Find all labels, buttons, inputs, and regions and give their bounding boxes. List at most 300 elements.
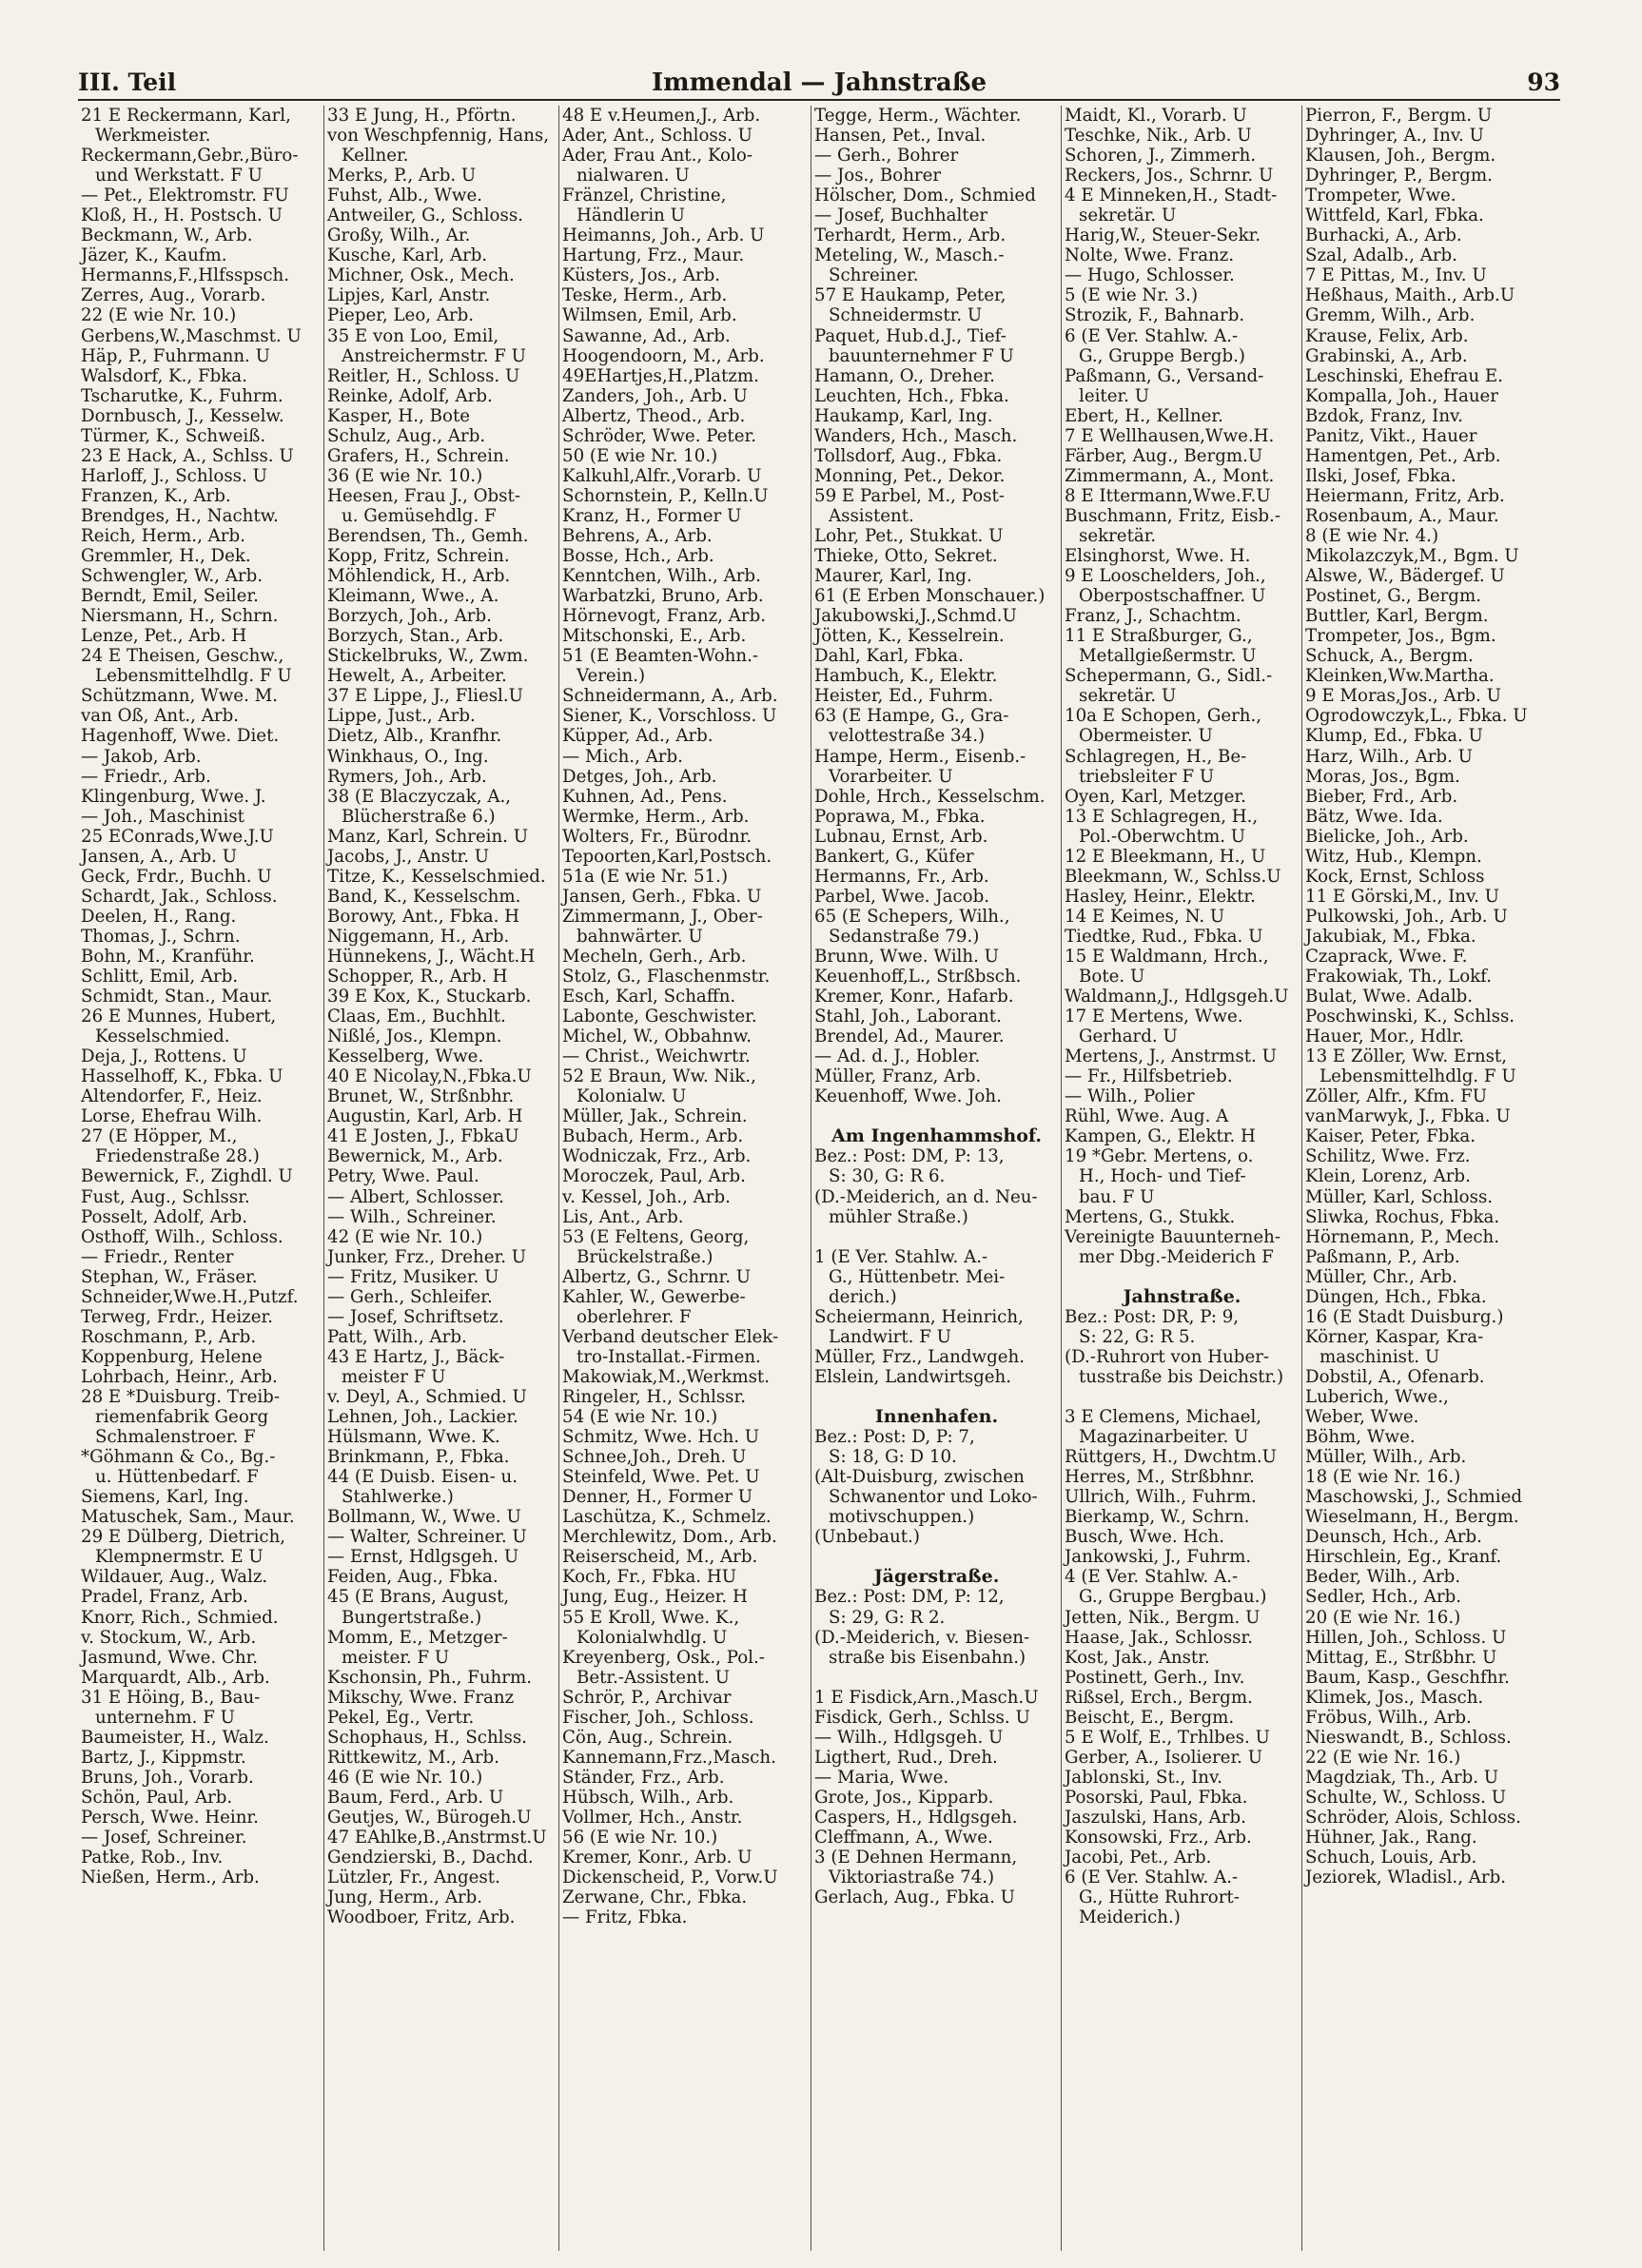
directory-entry: Müller, Wilh., Arb. <box>1305 1447 1467 1468</box>
directory-entry: Dyhringer, P., Bergm. <box>1305 166 1493 186</box>
directory-entry: Hampe, Herm., Eisenb.- <box>814 746 1026 767</box>
directory-entry: Bätz, Wwe. Ida. <box>1305 806 1443 827</box>
directory-entry: Wittfeld, Karl, Fbka. <box>1305 205 1484 226</box>
directory-entry: *Göhmann & Co., Bg.- <box>81 1447 276 1468</box>
directory-entry: Vollmer, Hch., Anstr. <box>562 1807 743 1828</box>
directory-entry: Ringeler, H., Schlssr. <box>562 1387 746 1407</box>
entry-continuation: riemenfabrik Georg <box>95 1407 269 1428</box>
directory-entry: Schornstein, P., Kelln.U <box>562 485 769 506</box>
directory-entry: Lippe, Just., Arb. <box>327 706 476 727</box>
directory-entry: Momm, E., Metzger- <box>327 1627 508 1648</box>
entry-continuation: u. Gemüsehdlg. F <box>342 505 497 526</box>
directory-entry: Gremmler, H., Dek. <box>81 546 251 567</box>
entry-continuation: Klempnermstr. E U <box>95 1547 264 1568</box>
directory-entry: Grafers, H., Schrein. <box>327 445 510 466</box>
directory-entry: Heesen, Frau J., Obst- <box>327 485 520 506</box>
directory-entry: Burhacki, A., Arb. <box>1305 225 1462 246</box>
directory-entry: Jetten, Nik., Bergm. U <box>1065 1607 1261 1628</box>
directory-entry: 19 *Gebr. Mertens, o. <box>1065 1146 1254 1167</box>
directory-entry: Hagenhoff, Wwe. Diet. <box>81 726 280 747</box>
directory-entry: 57 E Haukamp, Peter, <box>814 285 1007 306</box>
entry-continuation: Werkmeister. <box>95 126 211 147</box>
directory-entry: Hamentgen, Pet., Arb. <box>1305 445 1501 466</box>
directory-entry: Leuchten, Hch., Fbka. <box>814 385 1009 406</box>
directory-entry: Rittkewitz, M., Arb. <box>327 1747 499 1768</box>
directory-entry: Patke, Rob., Inv. <box>81 1848 224 1868</box>
directory-entry: Kampen, G., Elektr. H <box>1065 1126 1256 1147</box>
directory-entry: 13 E Schlagregen, H., <box>1065 806 1259 827</box>
directory-entry: 3 E Clemens, Michael, <box>1065 1407 1262 1428</box>
directory-entry: Bewernick, M., Arb. <box>327 1146 503 1167</box>
entry-continuation: derich.) <box>829 1286 897 1307</box>
directory-entry: Feiden, Aug., Fbka. <box>327 1567 498 1588</box>
directory-entry: Niggemann, H., Arb. <box>327 926 510 947</box>
directory-entry: (D.-Meiderich, an d. Neu- <box>814 1186 1038 1207</box>
directory-entry: Vereinigte Bauunterneh- <box>1065 1226 1280 1247</box>
directory-entry: Brunet, W., Strßnbhr. <box>327 1086 515 1107</box>
directory-entry: Ader, Frau Ant., Kolo- <box>562 146 753 166</box>
directory-entry: Jansen, Gerh., Fbka. U <box>562 886 762 907</box>
directory-entry: Ader, Ant., Schloss. U <box>562 126 753 147</box>
directory-entry: Bieber, Frd., Arb. <box>1305 786 1458 807</box>
directory-entry: Siener, K., Vorschloss. U <box>562 706 777 727</box>
directory-entry: 50 (E wie Nr. 10.) <box>562 445 718 466</box>
directory-entry: 44 (E Duisb. Eisen- u. <box>327 1467 518 1488</box>
directory-entry: v. Stockum, W., Arb. <box>81 1627 257 1648</box>
directory-entry: Gendzierski, B., Dachd. <box>327 1848 534 1868</box>
directory-entry: Knorr, Rich., Schmied. <box>81 1607 279 1628</box>
entry-continuation: Magazinarbeiter. U <box>1079 1427 1249 1448</box>
entry-continuation: Kolonialwhdlg. U <box>577 1627 728 1648</box>
directory-entry: Hölscher, Dom., Schmied <box>814 186 1036 206</box>
directory-entry: Schulte, W., Schloss. U <box>1305 1787 1507 1808</box>
directory-entry: Hünnekens, J., Wächt.H <box>327 946 536 967</box>
directory-entry: Hirschlein, Eg., Kranf. <box>1305 1547 1502 1568</box>
directory-entry: Warbatzki, Bruno, Arb. <box>562 586 764 607</box>
directory-entry: — Josef, Buchhalter <box>814 205 988 226</box>
directory-entry: — Wilh., Schreiner. <box>327 1206 497 1227</box>
directory-entry: Wodniczak, Frz., Arb. <box>562 1146 752 1167</box>
directory-entry: Jäzer, K., Kaufm. <box>81 245 227 266</box>
entry-continuation: Viktoriastraße 74.) <box>829 1867 995 1888</box>
directory-entry: 53 (E Feltens, Georg, <box>562 1226 750 1247</box>
directory-entry: Teschke, Nik., Arb. U <box>1065 126 1252 147</box>
directory-entry: Kalkuhl,Alfr.,Vorarb. U <box>562 465 762 486</box>
directory-entry: Bez.: Post: DM, P: 12, <box>814 1587 1005 1608</box>
directory-entry: 18 (E wie Nr. 16.) <box>1305 1467 1461 1488</box>
directory-entry: Zerres, Aug., Vorarb. <box>81 285 266 306</box>
directory-entry: Kannemann,Frz.,Masch. <box>562 1747 776 1768</box>
directory-entry: Zimmermann, J., Ober- <box>562 906 763 927</box>
directory-entry: — Joh., Maschinist <box>81 806 244 827</box>
directory-entry: Grabinski, A., Arb. <box>1305 345 1468 366</box>
entry-continuation: meister F U <box>342 1366 446 1387</box>
entry-continuation: bahnwärter. U <box>577 926 703 947</box>
directory-entry: Bankert, G., Küfer <box>814 846 974 867</box>
directory-entry: Claas, Em., Buchhlt. <box>327 1007 506 1027</box>
directory-entry: Czaprack, Wwe. F. <box>1305 946 1468 967</box>
directory-entry: Augustin, Karl, Arb. H <box>327 1106 523 1127</box>
directory-entry: Schnee,Joh., Dreh. U <box>562 1447 747 1468</box>
directory-entry: Patt, Wilh., Arb. <box>327 1326 467 1347</box>
entry-continuation: Blücherstraße 6.) <box>342 806 496 827</box>
directory-entry: 37 E Lippe, J., Fliesl.U <box>327 686 523 707</box>
directory-entry: Hansen, Pet., Inval. <box>814 126 987 147</box>
directory-entry <box>811 1668 1062 1688</box>
entry-continuation: Verein.) <box>577 666 646 687</box>
directory-entry: Ebert, H., Kellner. <box>1065 405 1223 426</box>
directory-entry: Kasper, H., Bote <box>327 405 471 426</box>
directory-entry: Jung, Eug., Heizer. H <box>562 1587 748 1608</box>
directory-entry: Schoren, J., Zimmerh. <box>1065 146 1257 166</box>
directory-entry: Heister, Ed., Fuhrm. <box>814 686 994 707</box>
directory-entry: 25 EConrads,Wwe.J.U <box>81 826 274 847</box>
directory-entry: Bollmann, W., Wwe. U <box>327 1507 521 1528</box>
directory-entry: — Fritz, Musiker. U <box>327 1266 499 1287</box>
directory-entry: — Pet., Elektromstr. FU <box>81 186 289 206</box>
directory-entry: Borowy, Ant., Fbka. H <box>327 906 519 927</box>
entry-continuation: Friedenstraße 28.) <box>95 1146 260 1167</box>
directory-entry: Krause, Felix, Arb. <box>1305 325 1469 346</box>
directory-entry: Kock, Ernst, Schloss <box>1305 866 1485 887</box>
directory-entry: 45 (E Brans, August, <box>327 1587 510 1608</box>
directory-entry: Heimanns, Joh., Arb. U <box>562 225 765 246</box>
directory-entry: Brendel, Ad., Maurer. <box>814 1026 1005 1047</box>
entry-continuation: Gerhard. U <box>1079 1026 1178 1047</box>
directory-entry: Lützler, Fr., Angest. <box>327 1867 500 1888</box>
directory-entry: Keuenhoff,L., Strßbsch. <box>814 967 1022 987</box>
directory-entry: Schmidt, Stan., Maur. <box>81 987 273 1007</box>
directory-entry: Bielicke, Joh., Arb. <box>1305 826 1469 847</box>
directory-entry: Hewelt, A., Arbeiter. <box>327 666 507 687</box>
entry-continuation: Anstreichermstr. F U <box>342 345 526 366</box>
entry-continuation: Stahlwerke.) <box>342 1487 454 1508</box>
directory-entry: — Mich., Arb. <box>562 746 683 767</box>
directory-entry: Schwengler, W., Arb. <box>81 566 263 587</box>
directory-entry: Lipjes, Karl, Anstr. <box>327 285 491 306</box>
directory-entry: Tepoorten,Karl,Postsch. <box>562 846 772 867</box>
directory-entry: Moroczek, Paul, Arb. <box>562 1166 746 1187</box>
directory-entry: Deunsch, Hch., Arb. <box>1305 1527 1482 1548</box>
directory-entry: Bez.: Post: D, P: 7, <box>814 1427 975 1448</box>
directory-entry: 20 (E wie Nr. 16.) <box>1305 1607 1461 1628</box>
directory-entry: Alswe, W., Bädergef. U <box>1305 566 1505 587</box>
entry-continuation: und Werkstatt. F U <box>95 166 263 186</box>
directory-entry: Elslein, Landwirtsgeh. <box>814 1366 1011 1387</box>
column-1 <box>78 106 323 2251</box>
directory-columns <box>78 106 1560 2251</box>
directory-entry: Färber, Aug., Bergm.U <box>1065 445 1263 466</box>
directory-entry: Poprawa, M., Fbka. <box>814 806 986 827</box>
directory-entry: v. Kessel, Joh., Arb. <box>562 1186 731 1207</box>
directory-entry: 35 E von Loo, Emil, <box>327 325 499 346</box>
directory-entry: 52 E Braun, Ww. Nik., <box>562 1066 756 1087</box>
directory-entry: Jaszulski, Hans, Arb. <box>1065 1807 1246 1828</box>
directory-entry: Klump, Ed., Fbka. U <box>1305 726 1483 747</box>
directory-entry: — Josef, Schriftsetz. <box>327 1306 504 1327</box>
directory-entry: Nießen, Herm., Arb. <box>81 1867 260 1888</box>
directory-entry: Gerlach, Aug., Fbka. U <box>814 1887 1015 1908</box>
directory-entry: Bewernick, F., Zighdl. U <box>81 1166 293 1187</box>
directory-entry: (D.-Meiderich, v. Biesen- <box>814 1627 1030 1648</box>
directory-entry: Heiermann, Fritz, Arb. <box>1305 485 1505 506</box>
directory-entry: Ogrodowczyk,L., Fbka. U <box>1305 706 1528 727</box>
entry-continuation: tro-Installat.-Firmen. <box>577 1346 761 1367</box>
directory-entry: Behrens, A., Arb. <box>562 525 713 546</box>
directory-entry: Schopper, R., Arb. H <box>327 967 508 987</box>
directory-entry: Harloff, J., Schloss. U <box>81 465 267 486</box>
column-5 <box>1061 106 1302 2251</box>
directory-entry: — Friedr., Arb. <box>81 766 211 787</box>
directory-entry: Zerwane, Chr., Fbka. <box>562 1887 748 1908</box>
directory-entry: Frakowiak, Th., Lokf. <box>1305 967 1493 987</box>
directory-entry <box>1062 1387 1302 1407</box>
directory-entry: Schophaus, H., Schlss. <box>327 1727 527 1748</box>
directory-entry: Klingenburg, Wwe. J. <box>81 786 266 807</box>
directory-entry: Fust, Aug., Schlssr. <box>81 1186 250 1207</box>
directory-entry: Oyen, Karl, Metzger. <box>1065 786 1246 807</box>
directory-entry: Lubnau, Ernst, Arb. <box>814 826 988 847</box>
directory-entry: 5 E Wolf, E., Trhlbes. U <box>1065 1727 1270 1748</box>
directory-entry: Waldmann,J., Hdlgsgeh.U <box>1065 987 1289 1007</box>
page-title: Immendal — Jahnstraße <box>651 68 987 97</box>
directory-entry: Hauer, Mor., Hdlr. <box>1305 1026 1464 1047</box>
entry-continuation: S: 29, G: R 2. <box>829 1607 946 1628</box>
entry-continuation: Kolonialw. U <box>577 1086 687 1107</box>
directory-entry: Lohrbach, Heinr., Arb. <box>81 1366 278 1387</box>
directory-entry: 24 E Theisen, Geschw., <box>81 646 284 667</box>
directory-entry: Michner, Osk., Mech. <box>327 265 515 286</box>
directory-entry: Hasley, Heinr., Elektr. <box>1065 886 1256 907</box>
directory-entry: Lehnen, Joh., Lackier. <box>327 1407 518 1428</box>
directory-entry: Michel, W., Obbahnw. <box>562 1026 752 1047</box>
entry-continuation: G., Gruppe Bergbau.) <box>1079 1587 1267 1608</box>
directory-entry: Gremm, Wilh., Arb. <box>1305 305 1476 326</box>
directory-entry: Herres, M., Strßbhnr. <box>1065 1467 1255 1488</box>
directory-entry: Hörnemann, P., Mech. <box>1305 1226 1500 1247</box>
directory-entry: Dornbusch, J., Kesselw. <box>81 405 284 426</box>
directory-entry: Schneider,Wwe.H.,Putzf. <box>81 1286 299 1307</box>
directory-entry: Bleekmann, W., Schlss.U <box>1065 866 1281 887</box>
directory-entry: Jansen, A., Arb. U <box>81 846 238 867</box>
directory-entry: Lis, Ant., Arb. <box>562 1206 684 1227</box>
directory-entry: — Walter, Schreiner. U <box>327 1527 527 1548</box>
entry-continuation: sekretär. <box>1079 525 1157 546</box>
directory-entry: 8 (E wie Nr. 4.) <box>1305 525 1439 546</box>
directory-entry: 5 (E wie Nr. 3.) <box>1065 285 1199 306</box>
directory-entry: 12 E Bleekmann, H., U <box>1065 846 1266 867</box>
directory-entry: — Gerh., Bohrer <box>814 146 959 166</box>
directory-entry: Fischer, Joh., Schloss. <box>562 1707 754 1728</box>
directory-entry: Koch, Fr., Fbka. HU <box>562 1567 737 1588</box>
directory-entry: 28 E *Duisburg. Treib- <box>81 1387 280 1407</box>
directory-entry: Posselt, Adolf, Arb. <box>81 1206 248 1227</box>
directory-entry: — Hugo, Schlosser. <box>1065 265 1235 286</box>
directory-entry: 17 E Mertens, Wwe. <box>1065 1007 1243 1027</box>
directory-entry: Jötten, K., Kesselrein. <box>814 626 1005 647</box>
directory-entry: 9 E Moras,Jos., Arb. U <box>1305 686 1501 707</box>
directory-entry: Grote, Jos., Kipparb. <box>814 1787 994 1808</box>
directory-entry: Stolz, G., Flaschenmstr. <box>562 967 771 987</box>
directory-entry: Bohn, M., Kranführ. <box>81 946 255 967</box>
directory-entry: Jacobi, Pet., Arb. <box>1065 1848 1212 1868</box>
directory-entry: Geutjes, W., Bürogeh.U <box>327 1807 532 1828</box>
directory-entry: vanMarwyk, J., Fbka. U <box>1305 1106 1511 1127</box>
directory-entry: Dahl, Karl, Fbka. <box>814 646 964 667</box>
directory-entry: Hübsch, Wilh., Arb. <box>562 1787 734 1808</box>
directory-entry: Schneidermann, A., Arb. <box>562 686 778 707</box>
directory-entry: 6 (E Ver. Stahlw. A.- <box>1065 325 1239 346</box>
directory-entry: Szal, Adalb., Arb. <box>1305 245 1457 266</box>
directory-entry: 26 E Munnes, Hubert, <box>81 1007 277 1027</box>
directory-entry: Pradel, Franz, Arb. <box>81 1587 248 1608</box>
street-heading: Jahnstraße. <box>1123 1286 1241 1307</box>
directory-entry: Moras, Jos., Bgm. <box>1305 766 1460 787</box>
entry-continuation: Schneidermstr. U <box>829 305 983 326</box>
directory-entry: Möhlendick, H., Arb. <box>327 566 511 587</box>
directory-entry: Roschmann, P., Arb. <box>81 1326 257 1347</box>
directory-entry: Ullrich, Wilh., Fuhrm. <box>1065 1487 1257 1508</box>
directory-entry: (Unbebaut.) <box>814 1527 920 1548</box>
directory-entry: Schlagregen, H., Be- <box>1065 746 1247 767</box>
directory-entry: Schardt, Jak., Schloss. <box>81 886 278 907</box>
directory-entry: Kloß, H., H. Postsch. U <box>81 205 283 226</box>
directory-entry: Albertz, G., Schrnr. U <box>562 1266 752 1287</box>
directory-entry: — Fritz, Fbka. <box>562 1907 688 1928</box>
directory-entry: van Oß, Ant., Arb. <box>81 706 239 727</box>
directory-entry: Jablonski, St., Inv. <box>1065 1767 1222 1788</box>
directory-entry: Ständer, Frz., Arb. <box>562 1767 725 1788</box>
directory-entry: Bosse, Hch., Arb. <box>562 546 714 567</box>
column-4 <box>811 106 1062 2251</box>
directory-entry: Jeziorek, Wladisl., Arb. <box>1305 1867 1507 1888</box>
directory-entry: — Fr., Hilfsbetrieb. <box>1065 1066 1233 1087</box>
directory-entry: Paquet, Hub.d.J., Tief- <box>814 325 1007 346</box>
directory-entry: 65 (E Schepers, Wilh., <box>814 906 1010 927</box>
directory-entry: Dickenscheid, P., Vorw.U <box>562 1867 778 1888</box>
directory-entry: Klein, Lorenz, Arb. <box>1305 1166 1471 1187</box>
directory-entry: Kesselberg, Wwe. <box>327 1046 484 1067</box>
directory-entry: — Christ., Weichwrtr. <box>562 1046 751 1067</box>
directory-entry: — Albert, Schlosser. <box>327 1186 504 1207</box>
directory-entry: 9 E Looschelders, Joh., <box>1065 566 1266 587</box>
directory-entry: Marquardt, Alb., Arb. <box>81 1667 270 1688</box>
directory-entry: Kreyenberg, Osk., Pol.- <box>562 1647 765 1668</box>
directory-entry: Schulz, Aug., Arb. <box>327 425 486 446</box>
directory-entry: Buttler, Karl, Bergm. <box>1305 606 1489 627</box>
directory-entry: Tiedtke, Rud., Fbka. U <box>1065 926 1263 947</box>
entry-continuation: Schwanentor und Loko- <box>829 1487 1038 1508</box>
directory-entry: Reitler, H., Schloss. U <box>327 365 520 386</box>
directory-entry: 11 E Görski,M., Inv. U <box>1305 886 1499 907</box>
directory-entry: Wermke, Herm., Arb. <box>562 806 750 827</box>
directory-entry: 54 (E wie Nr. 10.) <box>562 1407 718 1428</box>
directory-entry: Ilski, Josef, Fbka. <box>1305 465 1456 486</box>
directory-entry: Hermanns, Fr., Arb. <box>814 866 989 887</box>
entry-continuation: sekretär. U <box>1079 205 1177 226</box>
directory-entry: Rüttgers, H., Dwchtm.U <box>1065 1447 1277 1468</box>
directory-entry: 10a E Schopen, Gerh., <box>1065 706 1262 727</box>
directory-entry: Koppenburg, Helene <box>81 1346 263 1367</box>
directory-entry: Jankowski, J., Fuhrm. <box>1065 1547 1252 1568</box>
directory-entry: 42 (E wie Nr. 10.) <box>327 1226 483 1247</box>
directory-entry: Monning, Pet., Dekor. <box>814 465 1006 486</box>
directory-entry: Borzych, Joh., Arb. <box>327 606 492 627</box>
directory-entry: Geck, Frdr., Buchh. U <box>81 866 272 887</box>
directory-entry: Persch, Wwe. Heinr. <box>81 1807 259 1828</box>
directory-entry: Kleimann, Wwe., A. <box>327 586 499 607</box>
directory-entry: Sliwka, Rochus, Fbka. <box>1305 1206 1500 1227</box>
column-6 <box>1301 106 1561 2251</box>
directory-entry: 13 E Zöller, Ww. Ernst, <box>1305 1046 1507 1067</box>
directory-entry: Woodboer, Fritz, Arb. <box>327 1907 516 1928</box>
directory-entry: Pulkowski, Joh., Arb. U <box>1305 906 1508 927</box>
directory-entry: Band, K., Kesselschm. <box>327 886 521 907</box>
entry-continuation: triebsleiter F U <box>1079 766 1215 787</box>
entry-continuation: Kellner. <box>342 146 409 166</box>
directory-entry: Harig,W., Steuer-Sekr. <box>1065 225 1261 246</box>
directory-entry: Türmer, K., Schweiß. <box>81 425 266 446</box>
directory-entry: Körner, Kaspar, Kra- <box>1305 1326 1484 1347</box>
entry-continuation: Landwirt. F U <box>829 1326 951 1347</box>
directory-entry: Hasselhoff, K., Fbka. U <box>81 1066 283 1087</box>
directory-entry: Magdziak, Th., Arb. U <box>1305 1767 1499 1788</box>
directory-entry: 51a (E wie Nr. 51.) <box>562 866 729 887</box>
entry-continuation: Schreiner. <box>829 265 919 286</box>
directory-entry: Cön, Aug., Schrein. <box>562 1727 733 1748</box>
directory-entry: Labonte, Geschwister. <box>562 1007 757 1027</box>
entry-continuation: H., Hoch- und Tief- <box>1079 1166 1246 1187</box>
directory-entry: Jakubowski,J.,Schmd.U <box>814 606 1017 627</box>
directory-entry: (Alt-Duisburg, zwischen <box>814 1467 1025 1488</box>
directory-entry: Cleffmann, A., Wwe. <box>814 1828 993 1848</box>
directory-entry: Böhm, Wwe. <box>1305 1427 1416 1448</box>
directory-entry: Zöller, Alfr., Kfm. FU <box>1305 1086 1488 1107</box>
directory-entry: 22 (E wie Nr. 10.) <box>81 305 237 326</box>
directory-entry: Maurer, Karl, Ing. <box>814 566 972 587</box>
entry-continuation: tusstraße bis Deichstr.) <box>1079 1366 1284 1387</box>
directory-entry: Müller, Karl, Schloss. <box>1305 1186 1494 1207</box>
directory-entry: Manz, Karl, Schrein. U <box>327 826 529 847</box>
entry-continuation: S: 22, G: R 5. <box>1079 1326 1196 1347</box>
directory-entry: Elsinghorst, Wwe. H. <box>1065 546 1251 567</box>
directory-entry: Hillen, Joh., Schloss. U <box>1305 1627 1507 1648</box>
entry-continuation: unternehm. F U <box>95 1707 235 1728</box>
directory-entry: Kusche, Karl, Arb. <box>327 245 488 266</box>
directory-entry: 6 (E Ver. Stahlw. A.- <box>1065 1867 1239 1888</box>
directory-entry: Wanders, Hch., Masch. <box>814 425 1018 446</box>
directory-entry: Haukamp, Karl, Ing. <box>814 405 993 426</box>
entry-continuation: S: 18, G: D 10. <box>829 1447 957 1468</box>
directory-entry: Kopp, Fritz, Schrein. <box>327 546 510 567</box>
directory-entry: Paßmann, G., Versand- <box>1065 365 1264 386</box>
directory-entry: 7 E Pittas, M., Inv. U <box>1305 265 1487 286</box>
entry-continuation: Händlerin U <box>577 205 685 226</box>
directory-entry: 61 (E Erben Monschauer.) <box>814 586 1046 607</box>
directory-entry: 8 E Ittermann,Wwe.F.U <box>1065 485 1271 506</box>
directory-entry: Reckermann,Gebr.,Büro- <box>81 146 299 166</box>
directory-entry: Poschwinski, K., Schlss. <box>1305 1007 1515 1027</box>
street-heading: Jägerstraße. <box>873 1567 1000 1588</box>
directory-entry: Bartz, J., Kippmstr. <box>81 1747 246 1768</box>
directory-entry: Wildauer, Aug., Walz. <box>81 1567 268 1588</box>
directory-entry: Kremer, Konr., Hafarb. <box>814 987 1014 1007</box>
directory-entry: — Ernst, Hdlgsgeh. U <box>327 1547 519 1568</box>
directory-entry: Tegge, Herm., Wächter. <box>814 106 1022 126</box>
directory-entry: Makowiak,M.,Werkmst. <box>562 1366 771 1387</box>
directory-entry: 63 (E Hampe, G., Gra- <box>814 706 1009 727</box>
directory-entry: Beder, Wilh., Arb. <box>1305 1567 1461 1588</box>
